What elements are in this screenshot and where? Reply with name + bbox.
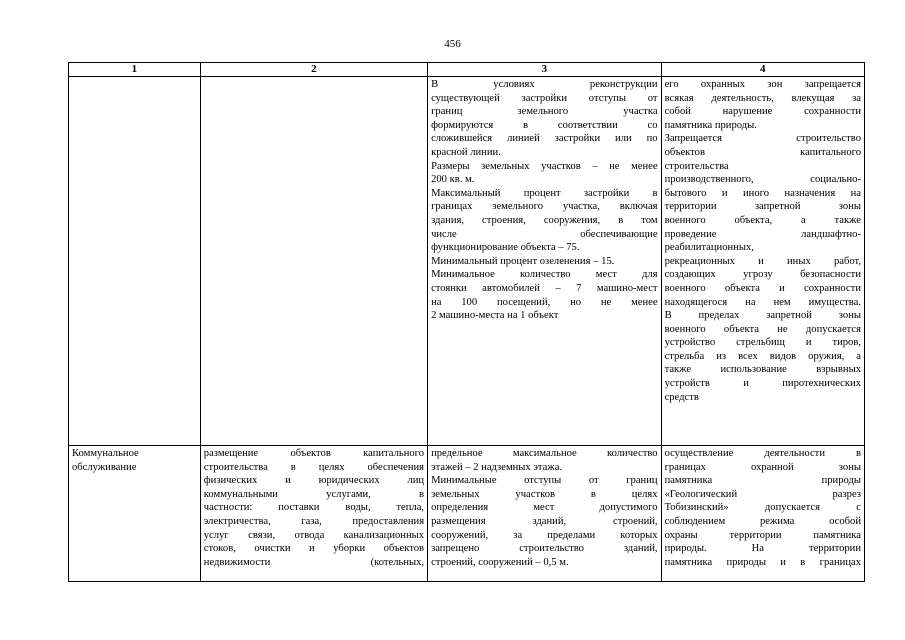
text-line: сооружений, за пределами которых	[431, 529, 658, 541]
text-line: этажей – 2 надземных этажа.	[431, 461, 563, 473]
text-line: сложившейся линией застройки или по	[431, 133, 658, 145]
table-row	[69, 77, 865, 446]
text-line: средств	[664, 391, 699, 403]
text-line: границ земельного участка	[431, 106, 658, 118]
text-line: Запрещается строительство	[664, 133, 861, 145]
text-line: стрельба из всех видов оружия, а	[664, 350, 861, 362]
text-line: границах охранной зоны	[664, 461, 861, 473]
text-line: обслуживание	[72, 461, 137, 473]
text-line: 2 машино-места на 1 объект	[431, 310, 559, 322]
text-line: предельное максимальное количество	[431, 448, 658, 459]
text-line: рекреационных и иных работ,	[664, 255, 861, 267]
column-header-4: 4	[661, 63, 864, 77]
column-header-3: 3	[428, 63, 662, 77]
text-line: 200 кв. м.	[431, 174, 475, 186]
column-header-1: 1	[69, 63, 201, 77]
text-line: реабилитационных,	[664, 242, 754, 254]
text-line: строительства в целях обеспечения	[203, 461, 425, 473]
table-cell	[69, 77, 201, 446]
table-header-row	[69, 63, 865, 77]
text-line: Тобизинский» допускается с	[664, 502, 861, 514]
table-cell	[69, 446, 201, 582]
text-line: устройство стрельбищ и тиров,	[664, 337, 861, 349]
text-line: природы. На территории	[664, 543, 861, 555]
text-line: устройств и пиротехнических	[664, 378, 861, 390]
text-line: коммунальными услугами, в	[203, 488, 425, 500]
text-line: услуг связи, отвода канализационных	[203, 529, 425, 541]
page-number: 456	[444, 38, 461, 50]
text-line: бытового и иного назначения на	[664, 187, 861, 199]
text-line: Минимальные отступы от границ	[431, 475, 658, 487]
text-line: недвижимости (котельных,	[203, 556, 425, 568]
text-line: создающих угрозу безопасности	[664, 269, 861, 281]
table-cell	[428, 446, 662, 582]
table-cell	[661, 77, 864, 446]
table-row	[69, 446, 865, 582]
text-line: строительства	[664, 160, 729, 172]
text-line: «Геологический разрез	[664, 488, 861, 500]
text-line: определения мест допустимого	[431, 502, 658, 514]
text-line: собой нарушение сохранности	[664, 106, 861, 118]
text-line: осуществление деятельности в	[664, 448, 861, 459]
text-line: находящегося на нем имущества.	[664, 296, 861, 308]
text-line: границах земельного участка, включая	[431, 201, 658, 213]
text-line: функционирование объекта – 75.	[431, 242, 580, 254]
text-line: памятника природы.	[664, 119, 757, 131]
text-line: формируются в соответствии со	[431, 119, 658, 131]
text-line: военного объекта не допускается	[664, 323, 861, 335]
text-line: соблюдением режима особой	[664, 515, 861, 527]
text-line: производственного, социально-	[664, 174, 861, 186]
text-line: земельных участков в целях	[431, 488, 658, 500]
text-line: Минимальное количество мест для	[431, 269, 658, 281]
text-line: территории запретной зоны	[664, 201, 861, 213]
regulations-table	[68, 62, 865, 582]
table-cell	[661, 446, 864, 582]
text-line: Минимальный процент озеленения – 15.	[431, 255, 615, 267]
text-line: числе обеспечивающие	[431, 228, 658, 240]
text-line: размещение объектов капитального	[203, 448, 425, 459]
text-line: военного объекта, а также	[664, 214, 861, 226]
text-line: памятника природы	[664, 475, 861, 487]
text-line: Размеры земельных участков – не менее	[431, 160, 658, 172]
text-line: размещения зданий, строений,	[431, 515, 658, 527]
text-line: В пределах запретной зоны	[664, 310, 861, 322]
text-line: В условиях реконструкции	[431, 79, 658, 90]
text-line: существующей застройки отступы от	[431, 92, 658, 104]
text-line: здания, строения, сооружения, в том	[431, 214, 658, 226]
text-line: военного объекта и сохранности	[664, 282, 861, 294]
text-line: электричества, газа, предоставления	[203, 515, 425, 527]
text-line: памятника природы и в границах	[664, 556, 861, 568]
text-line: частности: поставки воды, тепла,	[203, 502, 425, 514]
text-line: стоянки автомобилей – 7 машино-мест	[431, 282, 658, 294]
table-cell	[200, 446, 427, 582]
text-line: стоков, очистки и уборки объектов	[203, 543, 425, 555]
text-line: его охранных зон запрещается	[664, 79, 861, 90]
text-line: проведение ландшафтно-	[664, 228, 861, 240]
text-line: объектов капитального	[664, 146, 861, 158]
text-line: на 100 посещений, но не менее	[431, 296, 658, 308]
text-line: Максимальный процент застройки в	[431, 187, 658, 199]
column-header-2: 2	[200, 63, 427, 77]
text-line: также использование взрывных	[664, 364, 861, 376]
text-line: строений, сооружений – 0,5 м.	[431, 556, 569, 568]
text-line: всякая деятельность, влекущая за	[664, 92, 861, 104]
text-line: охраны территории памятника	[664, 529, 861, 541]
table-cell	[200, 77, 427, 446]
text-line: Коммунальное	[72, 448, 139, 459]
table-cell	[428, 77, 662, 446]
text-line: физических и юридических лиц	[203, 475, 425, 487]
text-line: красной линии.	[431, 146, 501, 158]
text-line: запрещено строительство зданий,	[431, 543, 658, 555]
